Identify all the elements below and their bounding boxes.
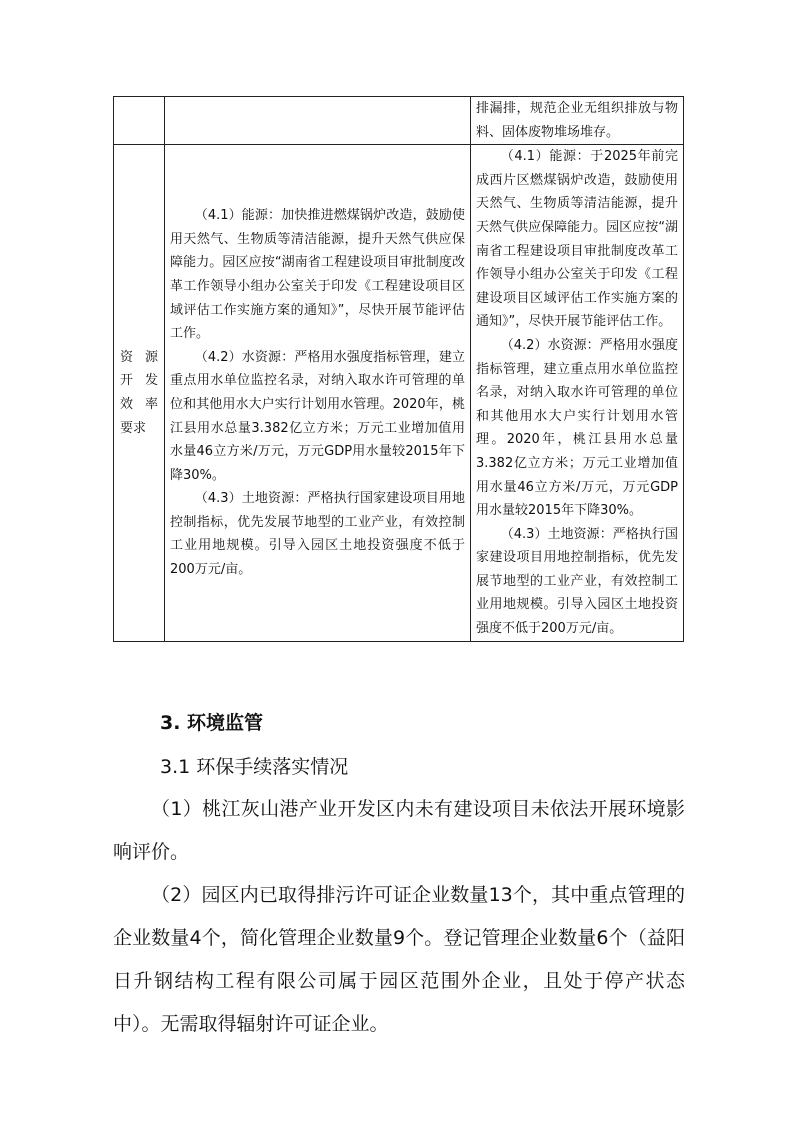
adjusted-requirement-cell: [471, 97, 684, 145]
label-char: 源: [144, 349, 158, 365]
water-paragraph: （4.2）水资源：严格用水强度指标管理，建立重点用水单位监控名录，对纳入取水许可管理的单位和其他用水大户实行计划用水管理。2020年，桃江县用水总量3.382亿立方米；万元工业增加值用水量46立方米/万元，万元GDP用水量较2015年下降30%。: [170, 349, 465, 483]
label-char: 效: [120, 396, 134, 412]
land-paragraph: （4.3）土地资源：严格执行国家建设项目用地控制指标，优先发展节地型的工业产业，有效控制工业用地规模。引导入园区土地投资强度不低于200万元/亩。: [476, 526, 678, 637]
body-paragraph: （1）桃江灰山港产业开发区内未有建设项目未依法开展环境影响评价。: [113, 798, 685, 863]
row-label-resource-efficiency: [114, 145, 165, 641]
body-paragraph: （2）园区内已取得排污许可证企业数量13个，其中重点管理的企业数量4个，简化管理企业数量9个。登记管理企业数量6个（益阳日升钢结构工程有限公司属于园区范围外企业，且处于停产状态中）。无需取得辐射许可证企业。: [113, 884, 685, 1035]
water-paragraph: （4.2）水资源：严格用水强度指标管理，建立重点用水单位监控名录，对纳入取水许可管理的单位和其他用水大户实行计划用水管理。2020年，桃江县用水总量3.382亿立方米；万元工业增加值用水量46立方米/万元，万元GDP用水量较2015年下降30%。: [476, 337, 678, 519]
adjusted-requirement-cell: [471, 145, 684, 641]
requirements-table: [113, 96, 684, 642]
cell-paragraph: 排漏排，规范企业无组织排放与物料、固体废物堆场堆存。: [476, 101, 678, 140]
label-char: 要求: [120, 420, 147, 436]
label-char: 率: [144, 396, 158, 412]
section-heading: 3. 环境监管: [160, 712, 264, 734]
label-char: 开: [120, 373, 134, 389]
table-row: [114, 145, 684, 641]
label-char: 发: [144, 373, 158, 389]
current-requirement-cell: [165, 145, 471, 641]
current-requirement-cell: [165, 97, 471, 145]
land-paragraph: （4.3）土地资源：严格执行国家建设项目用地控制指标，优先发展节地型的工业产业，有效控制工业用地规模。引导入园区土地投资强度不低于200万元/亩。: [170, 491, 465, 578]
energy-paragraph: （4.1）能源：于2025年前完成西片区燃煤锅炉改造，鼓励使用天然气、生物质等清洁能源，提升天然气供应保障能力。园区应按“湖南省工程建设项目审批制度改革工作领导小组办公室关于印发《工程建设项目区域评估工作实施方案的通知》”，尽快开展节能评估工作。: [476, 149, 678, 330]
subsection-heading: 3.1 环保手续落实情况: [160, 756, 349, 778]
label-cell: [114, 97, 165, 145]
table-row: [114, 97, 684, 145]
label-char: 资: [120, 349, 134, 365]
energy-paragraph: （4.1）能源：加快推进燃煤锅炉改造，鼓励使用天然气、生物质等清洁能源，提升天然气供应保障能力。园区应按“湖南省工程建设项目审批制度改革工作领导小组办公室关于印发《工程建设项目区域评估工作实施方案的通知》”，尽快开展节能评估工作。: [170, 208, 465, 342]
